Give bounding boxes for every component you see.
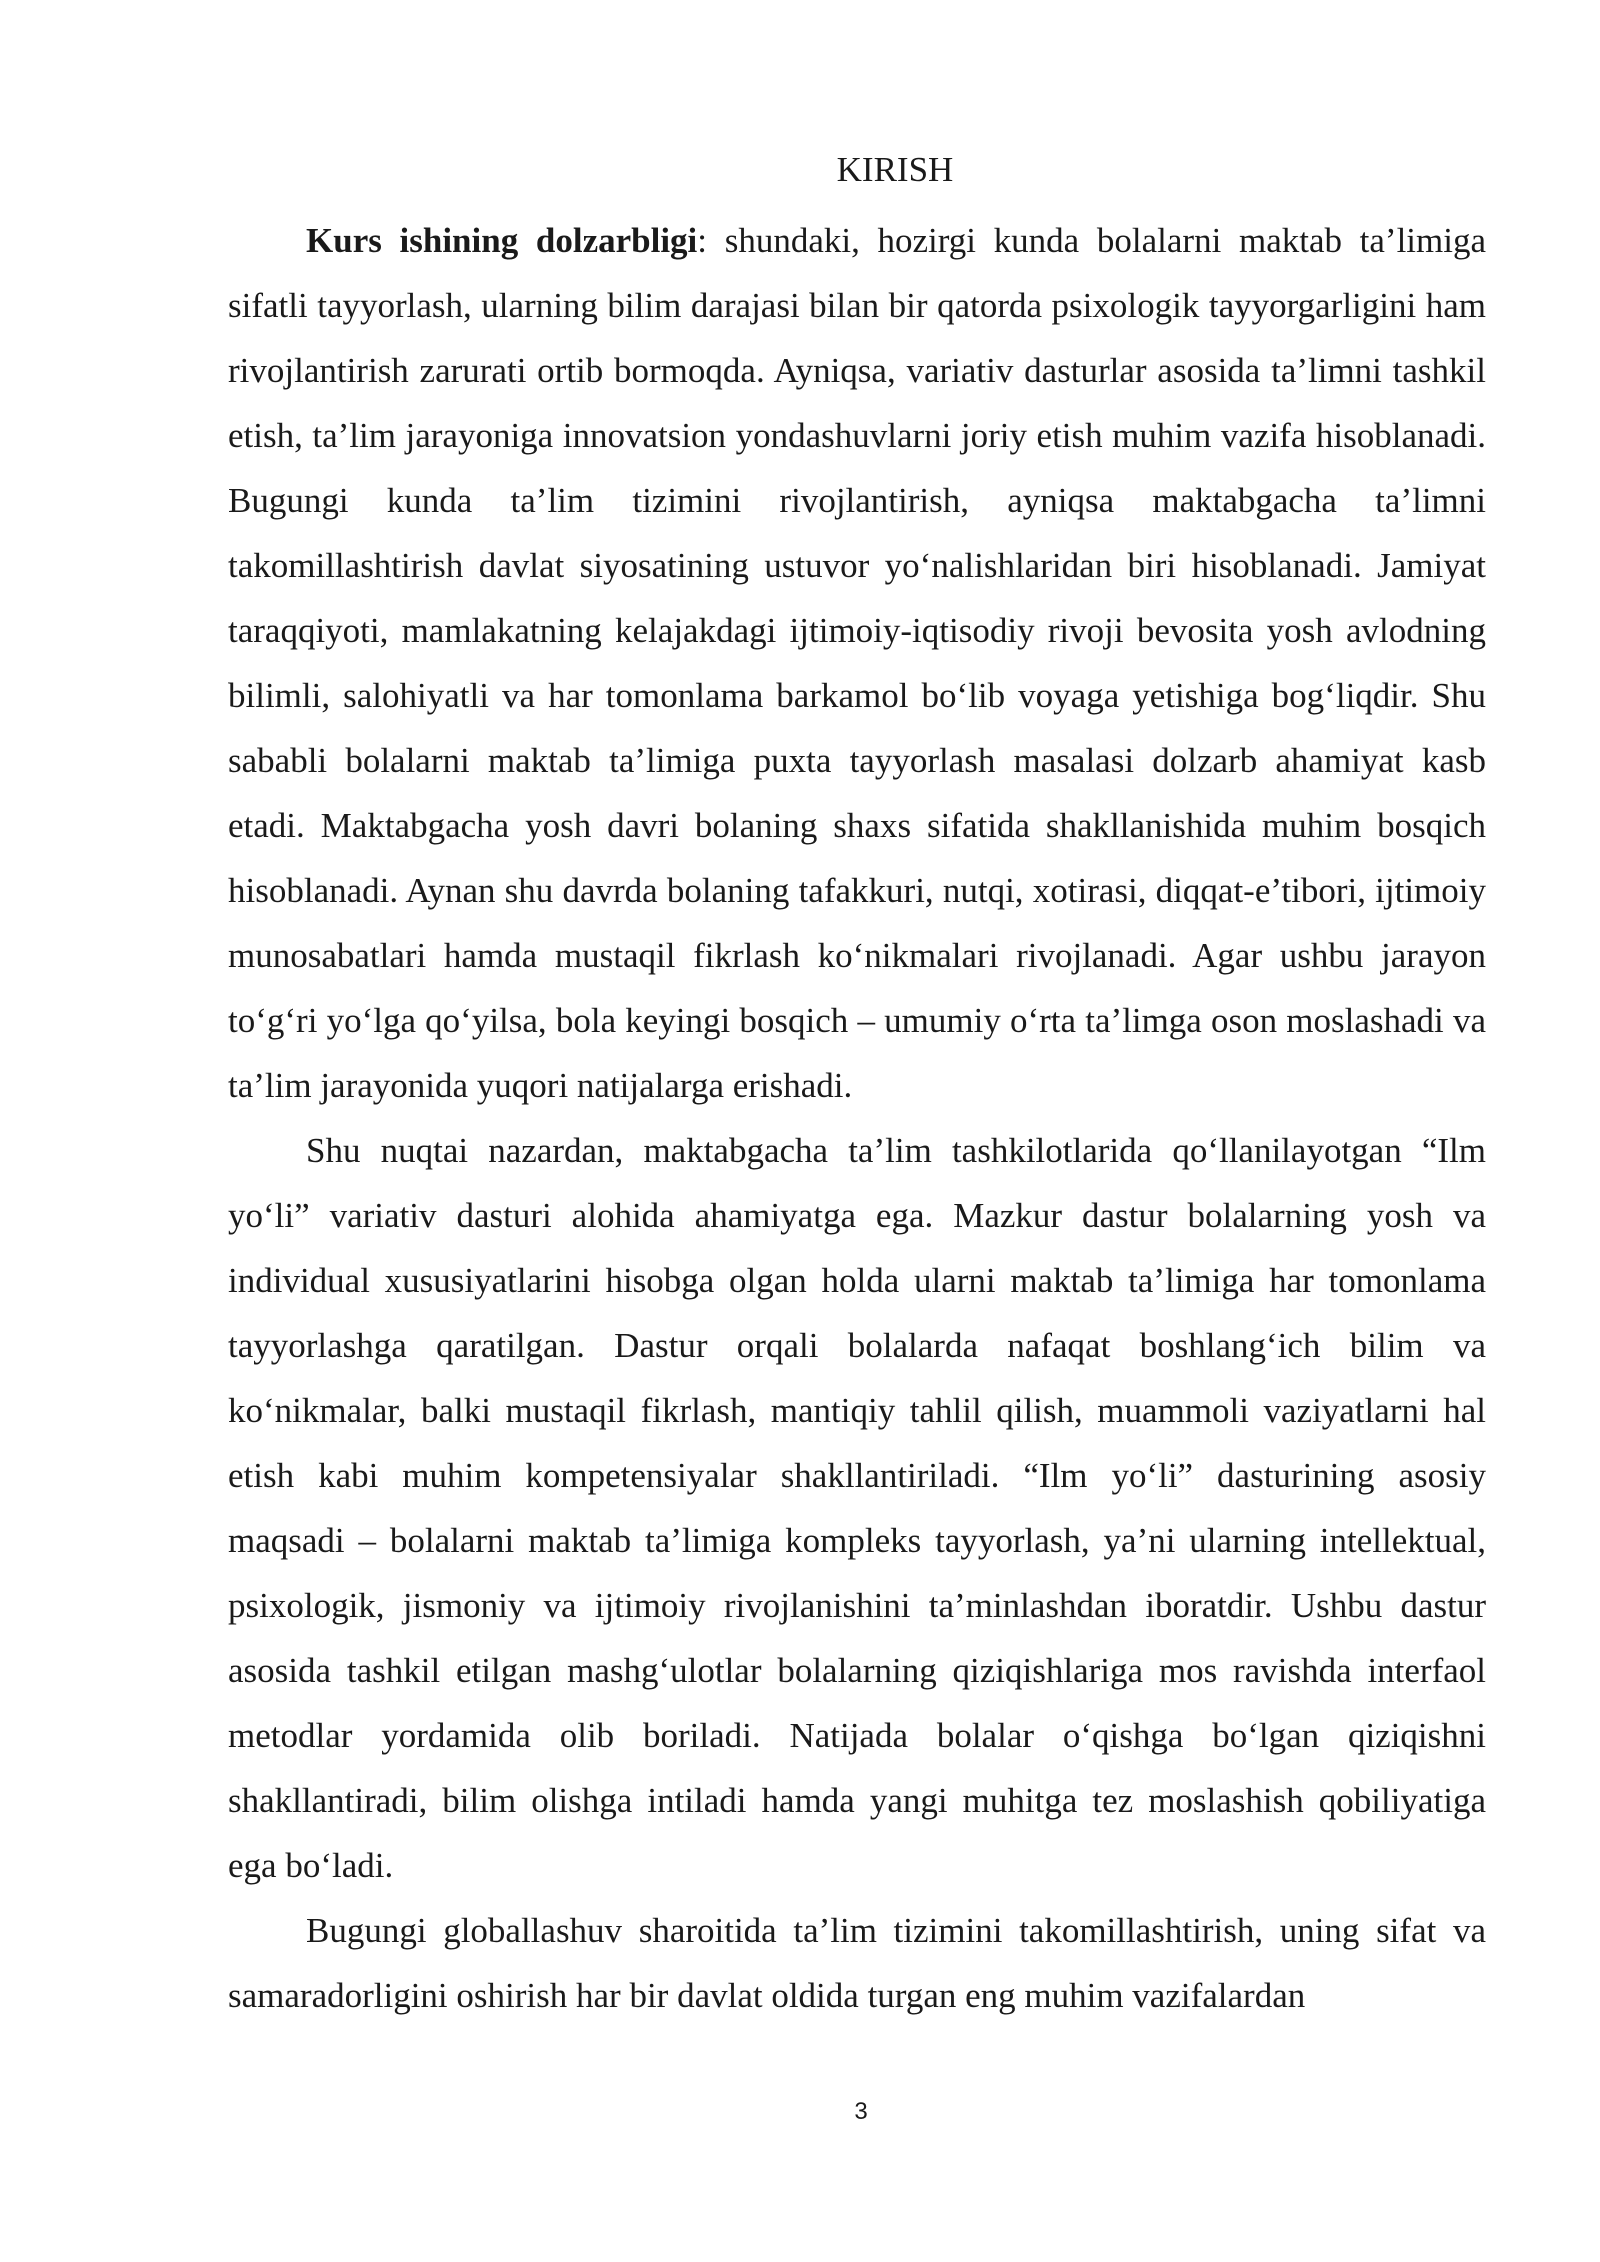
body-text xyxy=(228,208,1486,2028)
section-heading: KIRISH xyxy=(836,150,954,189)
paragraph-ilm-yoli: Shu nuqtai nazardan, maktabgacha ta’lim tashkilotlarida qo‘llanilayotgan “Ilm yo‘li” variativ dasturi alohida ahamiyatga ega. Mazkur dastur bolalarning yosh va individual xususiyatlarini hisobga olgan holda ularni maktab ta’limiga har tomonlama tayyorlashga qaratilgan. Dastur orqali bolalarda nafaqat boshlang‘ich bilim va ko‘nikmalar, balki mustaqil fikrlash, mantiqiy tahlil qilish, muammoli vaziyatlarni hal etish kabi muhim kompetensiyalar shakllantiriladi. “Ilm yo‘li” dasturining asosiy maqsadi – bolalarni maktab ta’limiga kompleks tayyorlash, ya’ni ularning intellektual, psixologik, jismoniy va ijtimoiy rivojlanishini ta’minlashdan iboratdir. Ushbu dastur asosida tashkil etilgan mashg‘ulotlar bolalarning qiziqishlariga mos ravishda interfaol metodlar yordamida olib boriladi. Natijada bolalar o‘qishga bo‘lgan qiziqishni shakllantiradi, bilim olishga intiladi hamda yangi muhitga tez moslashish qobiliyatiga ega bo‘ladi. xyxy=(228,1131,1486,1885)
paragraph-relevance xyxy=(228,208,1486,1118)
paragraph-text: : shundaki, hozirgi kunda bolalarni maktab ta’limiga sifatli tayyorlash, ularning bilim darajasi bilan bir qatorda psixologik tayyorgarligini ham rivojlantirish zarurati ortib bormoqda. Ayniqsa, variativ dasturlar asosida ta’limni tashkil etish, ta’lim jarayoniga innovatsion yondashuvlarni joriy etish muhim vazifa hisoblanadi. Bugungi kunda ta’lim tizimini rivojlantirish, ayniqsa maktabgacha ta’limni takomillashtirish davlat siyosatining ustuvor yo‘nalishlaridan biri hisoblanadi. Jamiyat taraqqiyoti, mamlakatning kelajakdagi ijtimoiy-iqtisodiy rivoji bevosita yosh avlodning bilimli, salohiyatli va har tomonlama barkamol bo‘lib voyaga yetishiga bog‘liqdir. Shu sababli bolalarni maktab ta’limiga puxta tayyorlash masalasi dolzarb ahamiyat kasb etadi. Maktabgacha yosh davri bolaning shaxs sifatida shakllanishida muhim bosqich hisoblanadi. Aynan shu davrda bolaning tafakkuri, nutqi, xotirasi, diqqat-e’tibori, ijtimoiy munosabatlari hamda mustaqil fikrlash ko‘nikmalari rivojlanadi. Agar ushbu jarayon to‘g‘ri yo‘lga qo‘yilsa, bola keyingi bosqich – umumiy o‘rta ta’limga oson moslashadi va ta’lim jarayonida yuqori natijalarga erishadi. xyxy=(228,221,1487,1105)
paragraph-lead-bold: Kurs ishining dolzarbligi xyxy=(306,221,698,260)
paragraph-globalization: Bugungi globallashuv sharoitida ta’lim tizimini takomillashtirish, uning sifat va samaradorligini oshirish har bir davlat oldida turgan eng muhim vazifalardan xyxy=(228,1911,1486,2015)
page-number: 3 xyxy=(854,2098,868,2125)
